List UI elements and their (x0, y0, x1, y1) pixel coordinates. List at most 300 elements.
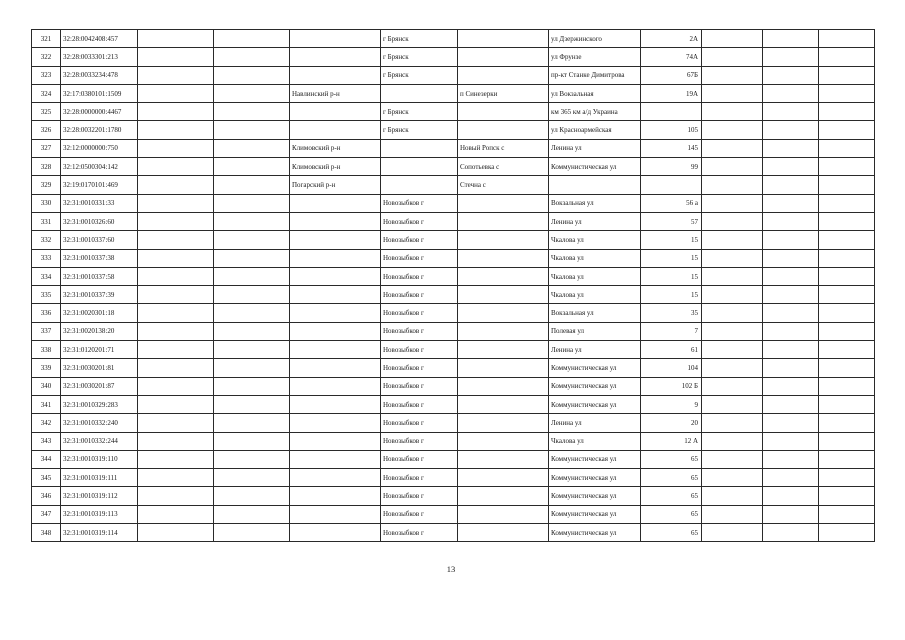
city-cell: г Брянск (381, 66, 458, 84)
city-cell: Новозыбков г (381, 432, 458, 450)
city-cell: Новозыбков г (381, 487, 458, 505)
blank-cell (138, 66, 214, 84)
city-cell: Новозыбков г (381, 304, 458, 322)
city-cell: Новозыбков г (381, 469, 458, 487)
city-cell (381, 158, 458, 176)
street-cell: Чкалова ул (549, 231, 641, 249)
cadastral-number-cell: 32:31:0020138:20 (61, 322, 138, 340)
city-cell (381, 139, 458, 157)
street-cell: км 365 км а/д Украина (549, 103, 641, 121)
blank-cell (138, 377, 214, 395)
district-cell (290, 66, 381, 84)
blank-cell (702, 524, 763, 542)
district-cell (290, 395, 381, 413)
blank-cell (819, 231, 875, 249)
cadastral-number-cell: 32:28:0032201:1780 (61, 121, 138, 139)
row-number-cell: 330 (32, 194, 61, 212)
blank-cell (819, 84, 875, 102)
district-cell (290, 359, 381, 377)
blank-cell (702, 30, 763, 48)
blank-cell (819, 487, 875, 505)
settlement-cell (458, 414, 549, 432)
cadastral-number-cell: 32:31:0010329:283 (61, 395, 138, 413)
blank-cell (702, 84, 763, 102)
row-number-cell: 348 (32, 524, 61, 542)
blank-cell (819, 432, 875, 450)
row-number-cell: 346 (32, 487, 61, 505)
settlement-cell (458, 66, 549, 84)
street-cell: Коммунистическая ул (549, 505, 641, 523)
district-cell (290, 48, 381, 66)
table-row (32, 322, 875, 340)
table-row (32, 524, 875, 542)
blank-cell (214, 432, 290, 450)
row-number-cell: 345 (32, 469, 61, 487)
blank-cell (702, 176, 763, 194)
blank-cell (138, 450, 214, 468)
blank-cell (138, 432, 214, 450)
city-cell: Новозыбков г (381, 322, 458, 340)
blank-cell (819, 304, 875, 322)
settlement-cell (458, 212, 549, 230)
city-cell: г Брянск (381, 121, 458, 139)
settlement-cell (458, 505, 549, 523)
house-number-cell: 105 (641, 121, 702, 139)
table-row (32, 30, 875, 48)
blank-cell (763, 84, 819, 102)
district-cell (290, 249, 381, 267)
blank-cell (702, 121, 763, 139)
settlement-cell (458, 30, 549, 48)
house-number-cell: 35 (641, 304, 702, 322)
blank-cell (214, 121, 290, 139)
blank-cell (138, 103, 214, 121)
table-row (32, 84, 875, 102)
blank-cell (214, 176, 290, 194)
street-cell: Коммунистическая ул (549, 487, 641, 505)
house-number-cell: 74А (641, 48, 702, 66)
blank-cell (763, 524, 819, 542)
district-cell (290, 212, 381, 230)
blank-cell (214, 139, 290, 157)
city-cell: Новозыбков г (381, 267, 458, 285)
city-cell: Новозыбков г (381, 286, 458, 304)
table-row (32, 139, 875, 157)
blank-cell (702, 469, 763, 487)
house-number-cell: 15 (641, 231, 702, 249)
city-cell: Новозыбков г (381, 505, 458, 523)
blank-cell (138, 30, 214, 48)
blank-cell (819, 66, 875, 84)
district-cell (290, 322, 381, 340)
blank-cell (214, 103, 290, 121)
street-cell: пр-кт Станке Димитрова (549, 66, 641, 84)
street-cell: Вокзальная ул (549, 304, 641, 322)
blank-cell (763, 176, 819, 194)
settlement-cell (458, 231, 549, 249)
blank-cell (763, 487, 819, 505)
blank-cell (214, 322, 290, 340)
district-cell (290, 377, 381, 395)
table-row (32, 286, 875, 304)
blank-cell (819, 414, 875, 432)
blank-cell (763, 341, 819, 359)
blank-cell (138, 139, 214, 157)
table-row (32, 432, 875, 450)
settlement-cell (458, 304, 549, 322)
settlement-cell (458, 450, 549, 468)
blank-cell (819, 121, 875, 139)
street-cell: Коммунистическая ул (549, 395, 641, 413)
blank-cell (138, 487, 214, 505)
blank-cell (702, 212, 763, 230)
blank-cell (702, 322, 763, 340)
city-cell: г Брянск (381, 103, 458, 121)
blank-cell (763, 66, 819, 84)
blank-cell (763, 450, 819, 468)
blank-cell (214, 66, 290, 84)
blank-cell (138, 395, 214, 413)
blank-cell (702, 377, 763, 395)
blank-cell (819, 377, 875, 395)
house-number-cell (641, 103, 702, 121)
blank-cell (138, 322, 214, 340)
street-cell: ул Красноармейская (549, 121, 641, 139)
blank-cell (819, 249, 875, 267)
table-row (32, 414, 875, 432)
table-row (32, 377, 875, 395)
blank-cell (819, 103, 875, 121)
city-cell: Новозыбков г (381, 377, 458, 395)
cadastral-number-cell: 32:31:0010337:58 (61, 267, 138, 285)
blank-cell (138, 249, 214, 267)
street-cell: ул Дзержинского (549, 30, 641, 48)
row-number-cell: 347 (32, 505, 61, 523)
settlement-cell (458, 359, 549, 377)
blank-cell (214, 84, 290, 102)
district-cell (290, 286, 381, 304)
blank-cell (214, 30, 290, 48)
blank-cell (819, 158, 875, 176)
blank-cell (702, 139, 763, 157)
settlement-cell (458, 121, 549, 139)
district-cell: Климовский р-н (290, 139, 381, 157)
street-cell: Ленина ул (549, 139, 641, 157)
table-row (32, 176, 875, 194)
blank-cell (702, 267, 763, 285)
table-body (32, 30, 875, 542)
settlement-cell (458, 286, 549, 304)
house-number-cell: 65 (641, 450, 702, 468)
table-row (32, 103, 875, 121)
blank-cell (214, 249, 290, 267)
house-number-cell: 104 (641, 359, 702, 377)
settlement-cell (458, 267, 549, 285)
blank-cell (138, 84, 214, 102)
cadastral-number-cell: 32:31:0010319:113 (61, 505, 138, 523)
street-cell: Коммунистическая ул (549, 469, 641, 487)
blank-cell (763, 103, 819, 121)
city-cell: Новозыбков г (381, 341, 458, 359)
blank-cell (763, 432, 819, 450)
district-cell (290, 414, 381, 432)
blank-cell (702, 450, 763, 468)
city-cell: Новозыбков г (381, 359, 458, 377)
table-row (32, 469, 875, 487)
row-number-cell: 321 (32, 30, 61, 48)
cadastral-number-cell: 32:31:0010332:240 (61, 414, 138, 432)
cadastral-number-cell: 32:31:0010319:110 (61, 450, 138, 468)
blank-cell (763, 322, 819, 340)
house-number-cell: 65 (641, 524, 702, 542)
blank-cell (819, 524, 875, 542)
row-number-cell: 331 (32, 212, 61, 230)
settlement-cell (458, 432, 549, 450)
settlement-cell: Стечна с (458, 176, 549, 194)
blank-cell (138, 267, 214, 285)
house-number-cell: 19А (641, 84, 702, 102)
house-number-cell: 2А (641, 30, 702, 48)
house-number-cell: 99 (641, 158, 702, 176)
district-cell (290, 194, 381, 212)
blank-cell (214, 194, 290, 212)
street-cell: Коммунистическая ул (549, 158, 641, 176)
row-number-cell: 339 (32, 359, 61, 377)
blank-cell (819, 286, 875, 304)
blank-cell (763, 194, 819, 212)
settlement-cell (458, 469, 549, 487)
house-number-cell: 65 (641, 469, 702, 487)
house-number-cell: 67Б (641, 66, 702, 84)
cadastral-number-cell: 32:31:0010319:112 (61, 487, 138, 505)
cadastral-number-cell: 32:12:0500304:142 (61, 158, 138, 176)
cadastral-number-cell: 32:31:0010331:33 (61, 194, 138, 212)
cadastral-number-cell: 32:31:0010332:244 (61, 432, 138, 450)
district-cell (290, 487, 381, 505)
district-cell (290, 450, 381, 468)
street-cell: Ленина ул (549, 414, 641, 432)
blank-cell (138, 524, 214, 542)
table-row (32, 249, 875, 267)
house-number-cell: 12 А (641, 432, 702, 450)
blank-cell (763, 304, 819, 322)
cadastral-number-cell: 32:31:0020301:18 (61, 304, 138, 322)
blank-cell (214, 359, 290, 377)
city-cell: г Брянск (381, 48, 458, 66)
blank-cell (702, 158, 763, 176)
settlement-cell (458, 395, 549, 413)
blank-cell (819, 267, 875, 285)
blank-cell (138, 304, 214, 322)
blank-cell (763, 286, 819, 304)
blank-cell (819, 450, 875, 468)
row-number-cell: 343 (32, 432, 61, 450)
blank-cell (763, 395, 819, 413)
table-row (32, 341, 875, 359)
cadastral-number-cell: 32:31:0030201:81 (61, 359, 138, 377)
blank-cell (763, 139, 819, 157)
settlement-cell: Сопотьевка с (458, 158, 549, 176)
row-number-cell: 323 (32, 66, 61, 84)
blank-cell (138, 286, 214, 304)
blank-cell (763, 505, 819, 523)
blank-cell (702, 48, 763, 66)
blank-cell (138, 121, 214, 139)
blank-cell (819, 505, 875, 523)
blank-cell (819, 194, 875, 212)
city-cell: Новозыбков г (381, 249, 458, 267)
cadastral-number-cell: 32:12:0000000:750 (61, 139, 138, 157)
cadastral-number-cell: 32:31:0010319:111 (61, 469, 138, 487)
row-number-cell: 325 (32, 103, 61, 121)
blank-cell (214, 395, 290, 413)
street-cell: Чкалова ул (549, 432, 641, 450)
settlement-cell (458, 377, 549, 395)
blank-cell (214, 212, 290, 230)
city-cell: Новозыбков г (381, 524, 458, 542)
row-number-cell: 340 (32, 377, 61, 395)
blank-cell (138, 176, 214, 194)
table-row (32, 231, 875, 249)
blank-cell (138, 414, 214, 432)
blank-cell (763, 121, 819, 139)
city-cell: Новозыбков г (381, 231, 458, 249)
blank-cell (214, 341, 290, 359)
blank-cell (138, 505, 214, 523)
cadastral-number-cell: 32:28:0033301:213 (61, 48, 138, 66)
page-number: 13 (446, 564, 456, 574)
row-number-cell: 341 (32, 395, 61, 413)
blank-cell (819, 341, 875, 359)
blank-cell (702, 505, 763, 523)
blank-cell (138, 359, 214, 377)
settlement-cell (458, 194, 549, 212)
blank-cell (702, 432, 763, 450)
city-cell (381, 84, 458, 102)
blank-cell (763, 359, 819, 377)
row-number-cell: 329 (32, 176, 61, 194)
house-number-cell: 9 (641, 395, 702, 413)
table-row (32, 194, 875, 212)
row-number-cell: 338 (32, 341, 61, 359)
street-cell (549, 176, 641, 194)
street-cell: Ленина ул (549, 212, 641, 230)
district-cell: Погарский р-н (290, 176, 381, 194)
table-row (32, 505, 875, 523)
row-number-cell: 333 (32, 249, 61, 267)
street-cell: Коммунистическая ул (549, 450, 641, 468)
street-cell: Полевая ул (549, 322, 641, 340)
row-number-cell: 332 (32, 231, 61, 249)
city-cell: Новозыбков г (381, 212, 458, 230)
blank-cell (138, 158, 214, 176)
blank-cell (763, 377, 819, 395)
property-registry-table (31, 29, 875, 542)
blank-cell (819, 359, 875, 377)
street-cell: Ленина ул (549, 341, 641, 359)
district-cell: Навлинский р-н (290, 84, 381, 102)
street-cell: Чкалова ул (549, 286, 641, 304)
house-number-cell (641, 176, 702, 194)
table-row (32, 487, 875, 505)
blank-cell (819, 469, 875, 487)
table-row (32, 359, 875, 377)
blank-cell (702, 341, 763, 359)
street-cell: Чкалова ул (549, 267, 641, 285)
blank-cell (138, 231, 214, 249)
table-row (32, 267, 875, 285)
district-cell (290, 121, 381, 139)
cadastral-number-cell: 32:31:0010319:114 (61, 524, 138, 542)
row-number-cell: 326 (32, 121, 61, 139)
blank-cell (214, 487, 290, 505)
city-cell: г Брянск (381, 30, 458, 48)
cadastral-number-cell: 32:31:0010337:39 (61, 286, 138, 304)
row-number-cell: 334 (32, 267, 61, 285)
blank-cell (138, 212, 214, 230)
blank-cell (702, 414, 763, 432)
blank-cell (702, 286, 763, 304)
cadastral-number-cell: 32:28:0042408:457 (61, 30, 138, 48)
blank-cell (214, 48, 290, 66)
blank-cell (763, 212, 819, 230)
cadastral-number-cell: 32:31:0010337:38 (61, 249, 138, 267)
district-cell (290, 469, 381, 487)
blank-cell (214, 414, 290, 432)
row-number-cell: 336 (32, 304, 61, 322)
row-number-cell: 335 (32, 286, 61, 304)
settlement-cell (458, 524, 549, 542)
house-number-cell: 61 (641, 341, 702, 359)
street-cell: Вокзальная ул (549, 194, 641, 212)
blank-cell (763, 30, 819, 48)
blank-cell (763, 158, 819, 176)
city-cell: Новозыбков г (381, 194, 458, 212)
street-cell: Чкалова ул (549, 249, 641, 267)
blank-cell (702, 231, 763, 249)
table-row (32, 212, 875, 230)
house-number-cell: 15 (641, 267, 702, 285)
blank-cell (819, 48, 875, 66)
row-number-cell: 322 (32, 48, 61, 66)
blank-cell (214, 524, 290, 542)
blank-cell (819, 395, 875, 413)
blank-cell (214, 231, 290, 249)
settlement-cell (458, 103, 549, 121)
blank-cell (702, 304, 763, 322)
district-cell (290, 267, 381, 285)
row-number-cell: 342 (32, 414, 61, 432)
blank-cell (214, 158, 290, 176)
district-cell (290, 30, 381, 48)
blank-cell (702, 359, 763, 377)
blank-cell (702, 194, 763, 212)
blank-cell (214, 286, 290, 304)
blank-cell (763, 231, 819, 249)
blank-cell (702, 103, 763, 121)
blank-cell (763, 48, 819, 66)
settlement-cell (458, 322, 549, 340)
street-cell: ул Вокзальная (549, 84, 641, 102)
city-cell (381, 176, 458, 194)
table-row (32, 158, 875, 176)
house-number-cell: 65 (641, 487, 702, 505)
row-number-cell: 337 (32, 322, 61, 340)
house-number-cell: 15 (641, 286, 702, 304)
blank-cell (763, 469, 819, 487)
blank-cell (819, 212, 875, 230)
blank-cell (702, 249, 763, 267)
